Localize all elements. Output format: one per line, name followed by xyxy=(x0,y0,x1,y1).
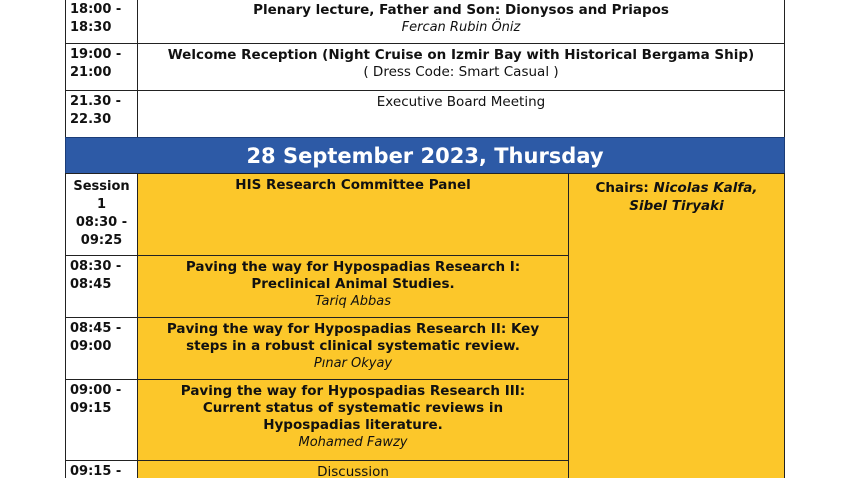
talk-cell xyxy=(137,460,569,478)
talk-title-line: Paving the way for Hypospadias Research III: xyxy=(180,383,526,399)
time-cell xyxy=(65,90,138,138)
session-number: 1 xyxy=(96,197,107,212)
time-start: 18:00 - xyxy=(70,2,122,17)
time-end: 21:00 xyxy=(70,65,112,80)
time-cell xyxy=(65,255,138,318)
time-start: 08:45 - xyxy=(70,321,122,336)
program-entry xyxy=(137,90,785,138)
time-start: 09:00 - xyxy=(70,383,122,398)
time-start: 21.30 - xyxy=(70,94,122,109)
entry-note: ( Dress Code: Smart Casual ) xyxy=(363,64,559,80)
session-time-end: 09:25 xyxy=(80,233,123,248)
time-cell xyxy=(65,43,138,91)
talk-title-line: Paving the way for Hypospadias Research II: Key xyxy=(166,321,540,337)
talk-cell xyxy=(137,317,569,380)
talk-title-line: Preclinical Animal Studies. xyxy=(251,276,455,292)
entry-title: Plenary lecture, Father and Son: Dionysos and Priapos xyxy=(253,2,669,18)
time-cell xyxy=(65,0,138,44)
talk-title-line: Discussion xyxy=(317,464,389,478)
talk-speaker: Mohamed Fawzy xyxy=(298,435,408,450)
talk-title-line: Paving the way for Hypospadias Research I: xyxy=(185,259,521,275)
day-header: 28 September 2023, Thursday xyxy=(65,137,785,174)
talk-title-line: Current status of systematic reviews in xyxy=(202,400,504,416)
program-entry xyxy=(137,0,785,44)
session-label-cell xyxy=(65,173,138,256)
talk-speaker: Tariq Abbas xyxy=(314,294,392,309)
time-cell xyxy=(65,460,138,478)
time-end: 18:30 xyxy=(70,20,112,35)
time-cell xyxy=(65,379,138,461)
time-cell xyxy=(65,317,138,380)
talk-cell xyxy=(137,255,569,318)
time-end: 09:15 xyxy=(70,401,112,416)
talk-title-line: Hypospadias literature. xyxy=(263,417,443,433)
chairs-cell xyxy=(568,173,785,478)
time-start: 08:30 - xyxy=(70,259,122,274)
chairs-name-2: Sibel Tiryaki xyxy=(629,198,724,214)
talk-title-line: steps in a robust clinical systematic review. xyxy=(186,338,520,354)
time-end: 09:00 xyxy=(70,339,112,354)
entry-title: Welcome Reception (Night Cruise on Izmir Bay with Historical Bergama Ship) xyxy=(167,47,755,63)
time-start: 19:00 - xyxy=(70,47,122,62)
entry-speaker: Fercan Rubin Öniz xyxy=(401,20,521,35)
chairs-name-1: Nicolas Kalfa, xyxy=(653,180,758,196)
talk-cell xyxy=(137,379,569,461)
chairs-label: Chairs: xyxy=(595,180,649,196)
time-end: 08:45 xyxy=(70,277,112,292)
entry-title: Executive Board Meeting xyxy=(376,94,546,110)
time-end: 22.30 xyxy=(70,112,112,127)
program-entry xyxy=(137,43,785,91)
session-time-start: 08:30 - xyxy=(75,215,128,230)
session-title-cell xyxy=(137,173,569,256)
talk-speaker: Pınar Okyay xyxy=(313,356,393,371)
time-start: 09:15 - xyxy=(70,464,122,478)
session-label: Session xyxy=(73,179,130,194)
session-title: HIS Research Committee Panel xyxy=(235,177,471,193)
